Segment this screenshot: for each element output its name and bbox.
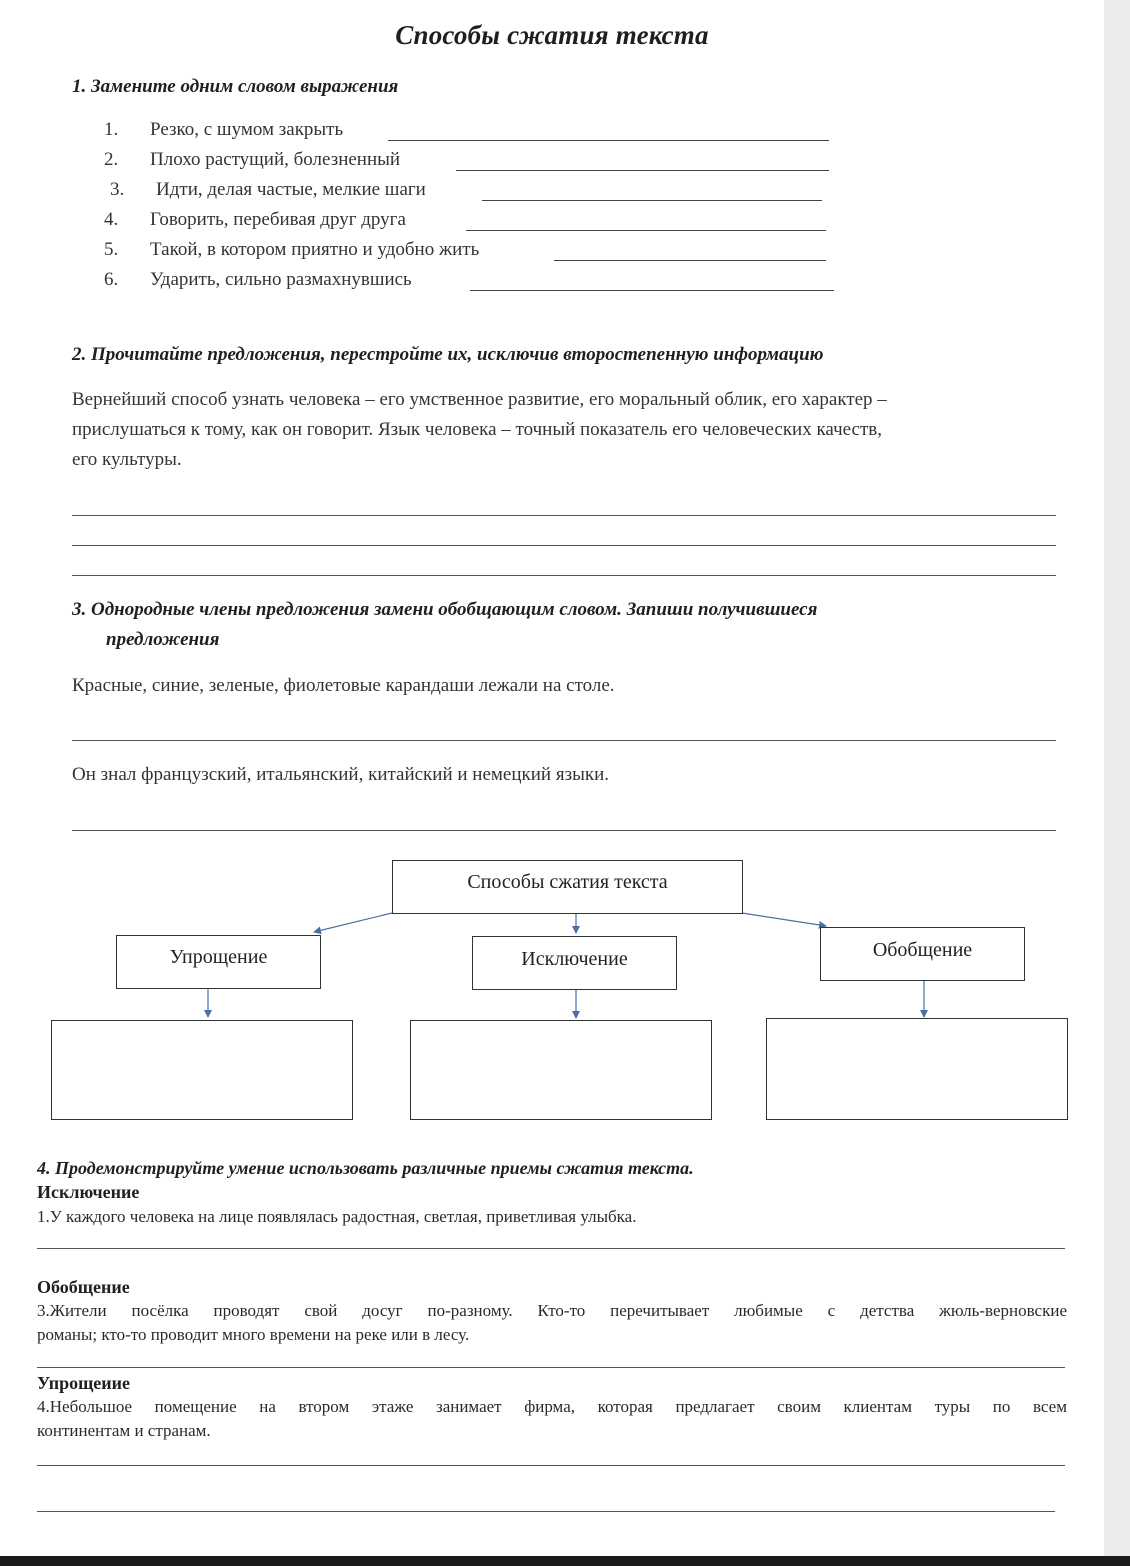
task3-sentence: Красные, синие, зеленые, фиолетовые карандаши лежали на столе. [72,675,615,696]
answer-blank[interactable] [466,230,826,231]
diagram-node-label: Обобщение [872,939,973,961]
item-number: 5. [104,239,119,260]
exclusion-text: 1.У каждого человека на лице появлялась радостная, светлая, приветливая улыбка. [37,1207,637,1226]
answer-blank[interactable] [456,170,829,171]
item-number: 1. [104,119,119,140]
answer-blank[interactable] [554,260,826,261]
arrow-to-simplification [314,913,392,932]
item-number: 2. [104,149,119,170]
diagram-node-simplification [116,935,321,989]
item-number: 3. [110,179,125,200]
item-number: 4. [104,209,119,230]
empty-answer-box[interactable] [766,1018,1068,1120]
task3-heading: 3. Однородные члены предложения замени обобщающим словом. Запиши получившиеся [72,599,818,620]
diagram-node-label: Исключение [521,948,628,970]
item-text: Такой, в котором приятно и удобно жить [150,239,480,260]
answer-line[interactable] [72,830,1056,831]
page-title: Способы сжатия текста [395,20,709,50]
task1-heading: 1. Замените одним словом выражения [72,76,399,97]
answer-blank[interactable] [470,290,834,291]
answer-line[interactable] [37,1465,1065,1466]
generalization-text-line: 3.Жители посёлка проводят свой досуг по-разному. Кто-то перечитывает любимые с детства жюль-верновские [37,1301,1067,1320]
answer-line[interactable] [37,1248,1065,1249]
item-text: Ударить, сильно размахнувшись [150,269,412,290]
simplification-label: Упрощеиие [37,1373,131,1393]
diagram-root-box [392,860,743,914]
answer-line[interactable] [37,1367,1065,1368]
item-text: Говорить, перебивая друг друга [150,209,406,230]
item-text: Резко, с шумом закрыть [150,119,344,140]
simplification-text-line: континентам и странам. [37,1421,211,1440]
answer-blank[interactable] [388,140,829,141]
item-text: Плохо растущий, болезненный [150,149,401,170]
exclusion-label: Исключение [37,1182,140,1202]
task3-sentence: Он знал французский, итальянский, китайский и немецкий языки. [72,764,609,785]
task2-text-line: его культуры. [72,449,182,470]
generalization-text-line: романы; кто-то проводит много времени на реке или в лесу. [37,1325,470,1344]
answer-line[interactable] [37,1511,1055,1512]
diagram-node-generalization [820,927,1025,981]
simplification-text-line: 4.Небольшое помещение на втором этаже занимает фирма, которая предлагает своим клиентам туры по всем [37,1397,1067,1416]
task3-heading-cont: предложения [106,629,220,650]
item-number: 6. [104,269,119,290]
answer-line[interactable] [72,575,1056,576]
answer-blank[interactable] [482,200,822,201]
task2-text-line: прислушаться к тому, как он говорит. Язык человека – точный показатель его человеческих качеств, [72,419,883,440]
generalization-label: Обобщение [37,1277,130,1297]
task2-heading: 2. Прочитайте предложения, перестройте их, исключив второстепенную информацию [72,344,824,365]
answer-line[interactable] [72,545,1056,546]
task2-text-line: Вернейший способ узнать человека – его умственное развитие, его моральный облик, его характер – [72,389,887,410]
empty-answer-box[interactable] [51,1020,353,1120]
bottom-bar [0,1556,1130,1566]
arrow-to-generalization [742,913,826,926]
answer-line[interactable] [72,740,1056,741]
diagram-root-label: Способы сжатия текста [467,871,668,893]
page-edge [1104,0,1130,1566]
answer-line[interactable] [72,515,1056,516]
empty-answer-box[interactable] [410,1020,712,1120]
task4-heading: 4. Продемонстрируйте умение использовать различные приемы сжатия текста. [37,1158,694,1178]
item-text: Идти, делая частые, мелкие шаги [156,179,426,200]
diagram-node-exclusion [472,936,677,990]
diagram-node-label: Упрощение [169,946,268,968]
